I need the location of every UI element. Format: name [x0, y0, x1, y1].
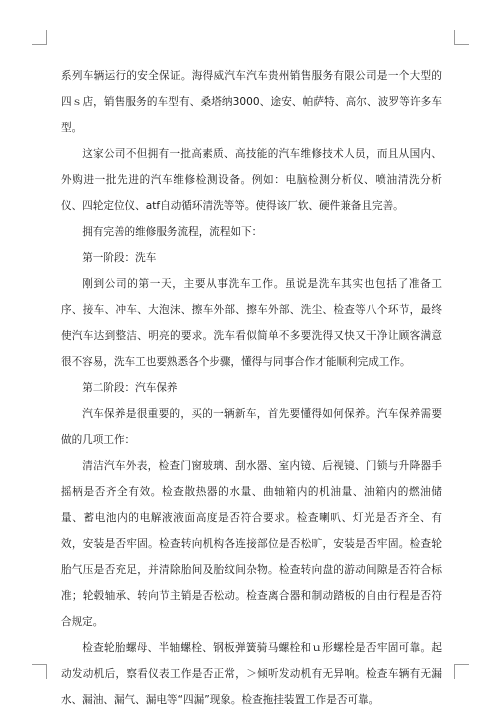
paragraph-continuation: 系列车辆运行的安全保证。海得威汽车汽车贵州销售服务有限公司是一个大型的四ｓ店，销售服务的车型有、桑塔纳3000、途安、帕萨特、高尔、波罗等许多车型。 [61, 70, 442, 134]
section-heading-stage-two: 第二阶段：汽车保养 [82, 382, 178, 394]
paragraph-maintenance-intro: 汽车保养是很重要的，买的一辆新车，首先要懂得如何保养。汽车保养需要做的几项工作： [61, 408, 442, 446]
section-heading-stage-one: 第一阶段：洗车 [82, 252, 157, 264]
paragraph-maintenance-checks: 清洁汽车外表，检查门窗玻璃、刮水器、室内镜、后视镜、门锁与升降器手摇柄是否齐全有效。检查散热器的水量、曲轴箱内的机油量、油箱内的燃油储量、蓄电池内的电解液液面高度是否符合要求。检查喇叭、灯光是否齐全、有效，安装是否牢固。检查转向机构各连接部位是否松旷，安装是否牢固。检查轮胎气压是否充足，并清除胎间及胎纹间杂物。检查转向盘的游动间隙是否符合标准；轮毂轴承、转向节主销是否松动。检查离合器和制动踏板的自由行程是否符合规定。 [61, 460, 442, 628]
crop-mark-bottom-right [454, 664, 469, 679]
paragraph-service-process-intro: 拥有完善的维修服务流程，流程如下： [82, 226, 263, 238]
crop-mark-bottom-left [32, 664, 47, 679]
crop-mark-top-right [454, 30, 469, 45]
paragraph-engine-checks: 检查轮胎螺母、半轴螺栓、钢板弹簧骑马螺栓和ｕ形螺栓是否牢固可靠。起动发动机后，察看仪表工作是否正常，＞倾听发动机有无异响。检查车辆有无漏水、漏油、漏气、漏电等“四漏”现象。检查拖挂装置工作是否可靠。 [61, 642, 442, 706]
paragraph-company-equipment: 这家公司不但拥有一批高素质、高技能的汽车维修技术人员，而且从国内、外购进一批先进的汽车维修检测设备。例如：电脑检测分析仪、喷油清洗分析仪、四轮定位仪、atf自动循环清洗等等。使得该厂软、硬件兼备且完善。 [61, 148, 442, 212]
crop-mark-top-left [32, 30, 47, 45]
paragraph-car-wash: 刚到公司的第一天，主要从事洗车工作。虽说是洗车其实也包括了准备工序、接车、冲车、大泡沫、擦车外部、擦车外部、洗尘、检查等八个环节，最终使汽车达到整洁、明亮的要求。洗车看似简单不多要洗得又快又干净让顾客满意很不容易，洗车工也要熟悉各个步骤，懂得与同事合作才能顺利完成工作。 [61, 278, 442, 368]
document-body [61, 63, 442, 713]
